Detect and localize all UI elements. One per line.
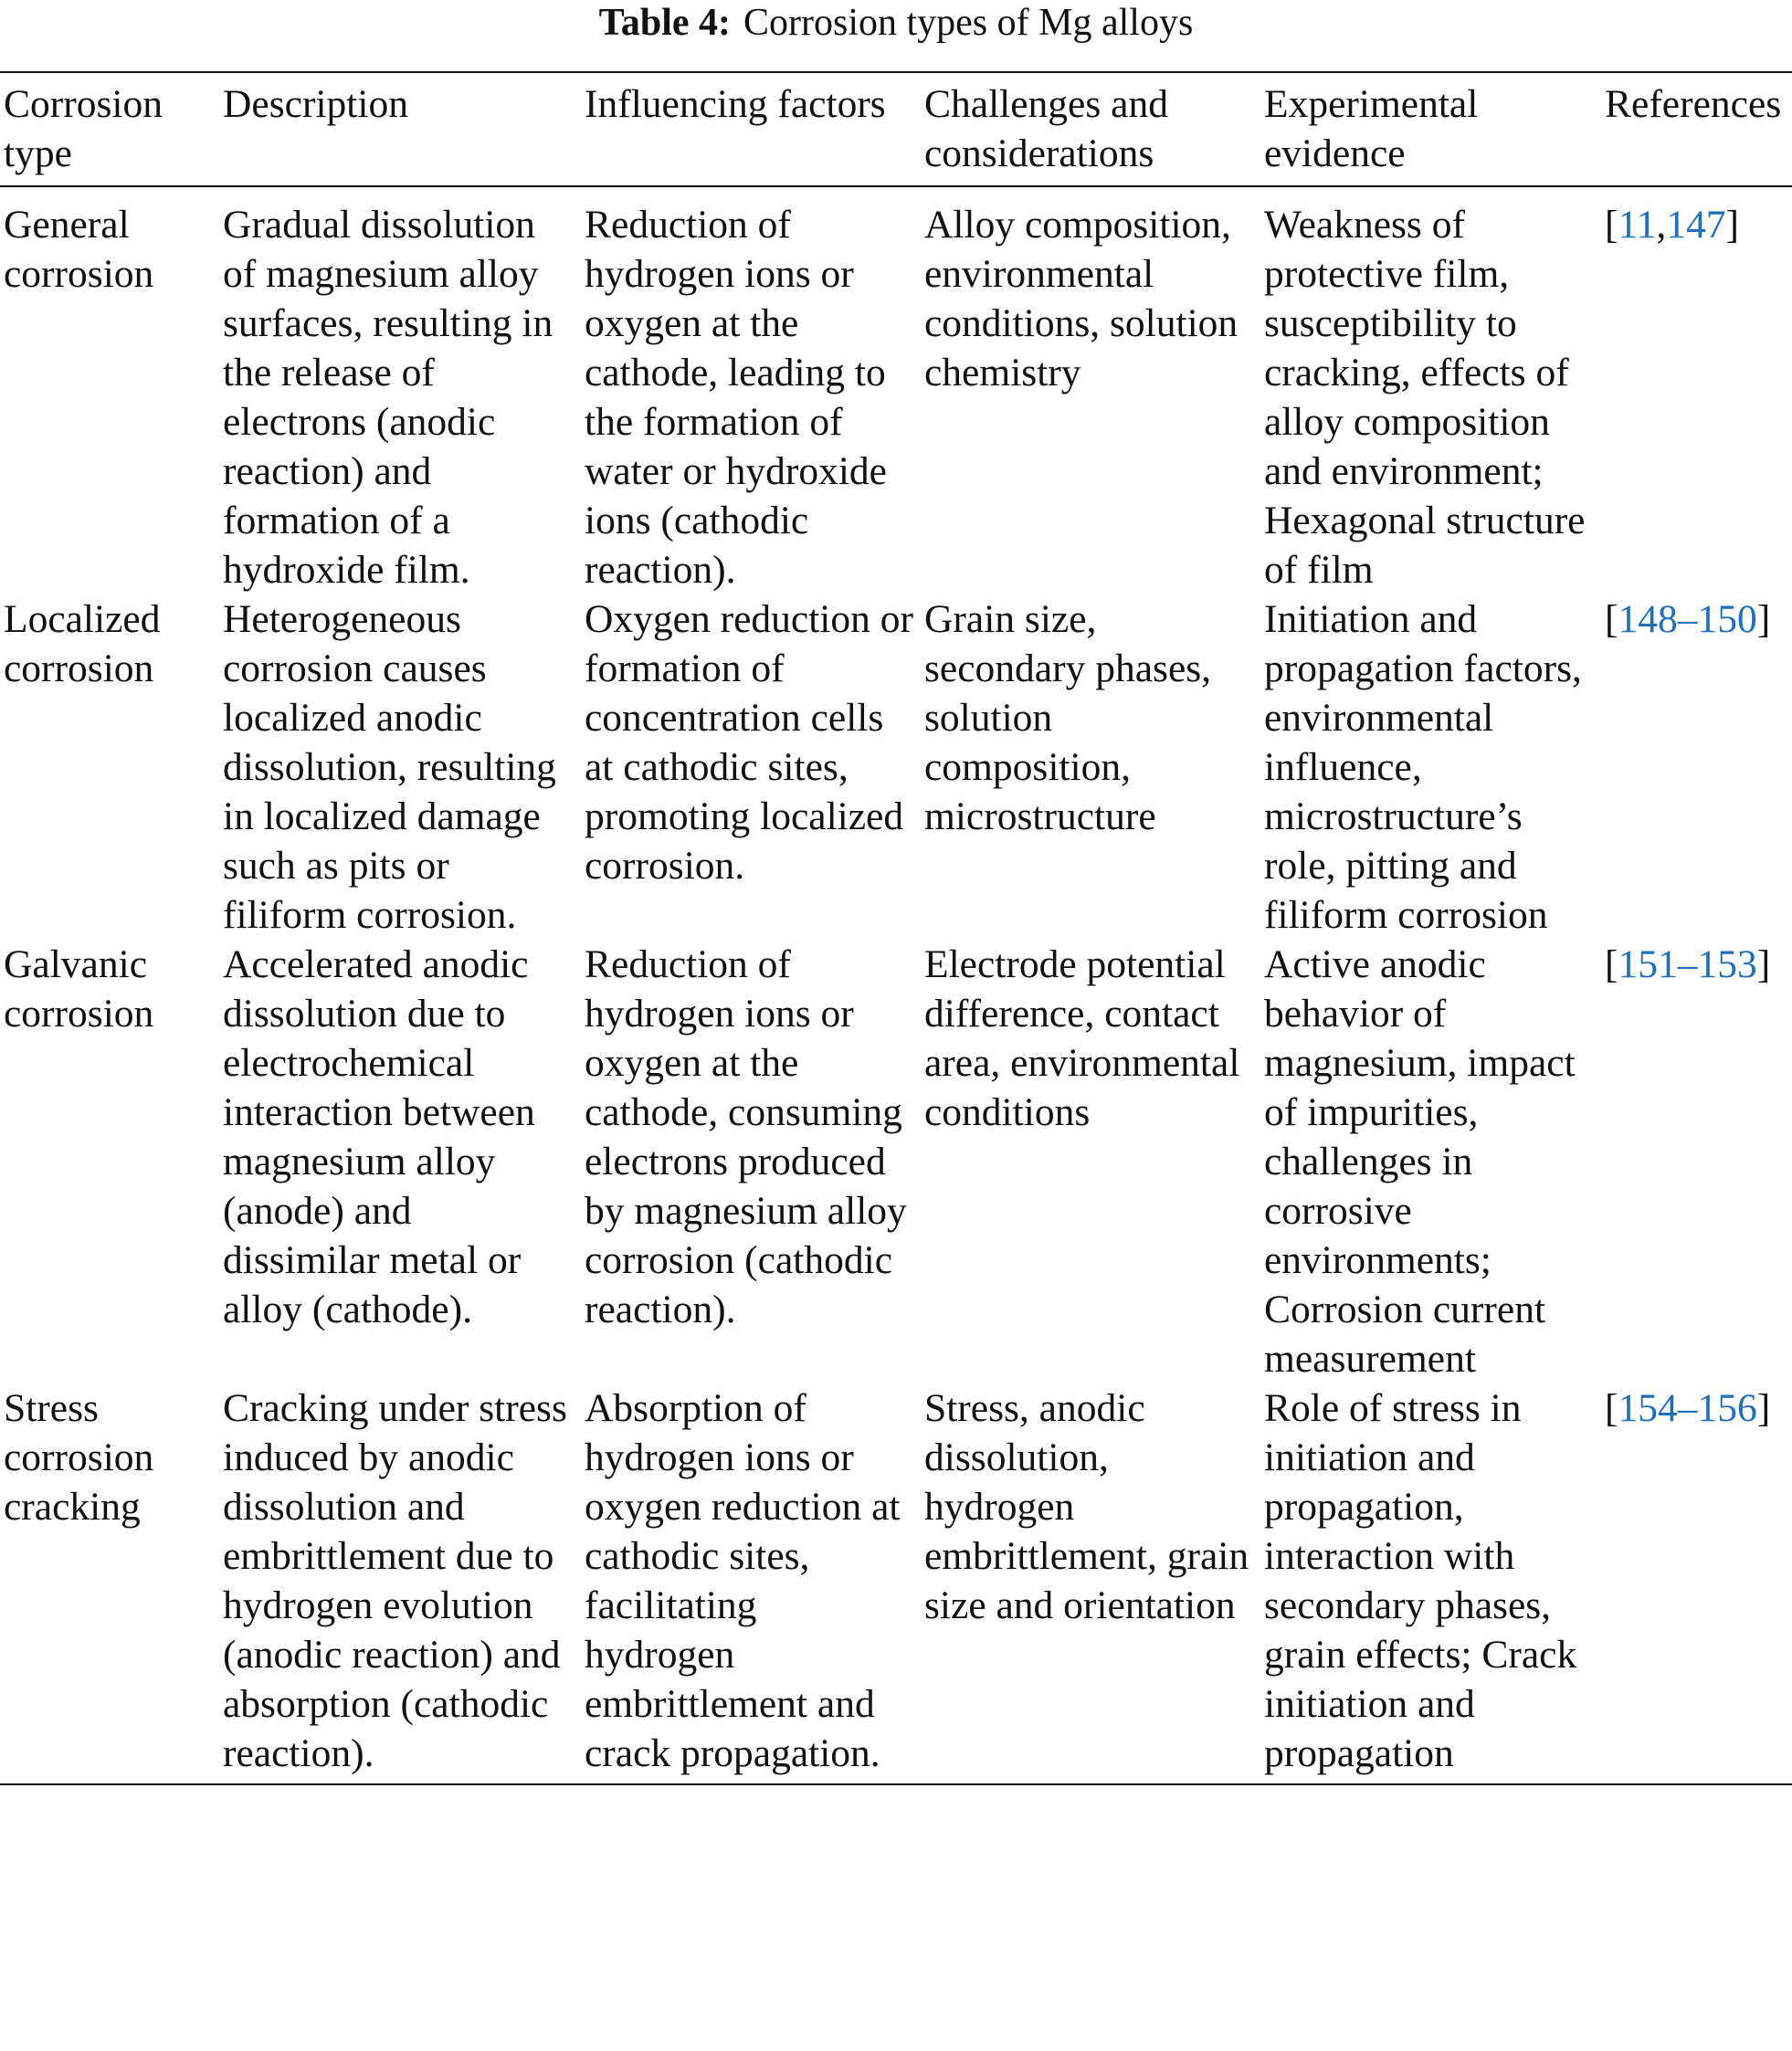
- header-corrosion-type: Corrosion type: [4, 82, 163, 175]
- cell-influencing-factors: Reduction of hydrogen ions or oxygen at the cathode, leading to the formation of water or hydroxide ions (cathodic reaction).: [585, 203, 887, 592]
- cell-description: Cracking under stress induced by anodic dissolution and embrittlement due to hydrogen evolution (anodic reaction) and absorption (cathodic reaction).: [223, 1386, 567, 1775]
- cell-challenges: Alloy composition, environmental conditions, solution chemistry: [924, 203, 1239, 394]
- reference-link[interactable]: 147: [1666, 203, 1726, 247]
- reference-link[interactable]: 11: [1618, 203, 1657, 247]
- cell-references: [1601, 594, 1792, 940]
- ref-bracket-close: ]: [1725, 203, 1740, 247]
- cell-corrosion-type: Localized corrosion: [4, 597, 161, 690]
- cell-experimental-evidence: Weakness of protective film, susceptibility to cracking, effects of alloy composition and environment; Hexagonal structure of film: [1264, 203, 1586, 592]
- reference-link[interactable]: 154–156: [1618, 1386, 1757, 1430]
- corrosion-types-table: [0, 71, 1792, 1785]
- cell-influencing-factors: Oxygen reduction or formation of concentration cells at cathodic sites, promoting localized corrosion.: [585, 597, 913, 888]
- cell-corrosion-type: Galvanic corrosion: [4, 942, 154, 1036]
- cell-challenges: Stress, anodic dissolution, hydrogen embrittlement, grain size and orientation: [924, 1386, 1249, 1627]
- cell-corrosion-type: Stress corrosion cracking: [4, 1386, 154, 1529]
- cell-description: Accelerated anodic dissolution due to electrochemical interaction between magnesium alloy (anode) and dissimilar metal or alloy (cathode).: [223, 942, 535, 1331]
- table-row: [0, 940, 1792, 1383]
- ref-bracket-open: [: [1605, 942, 1618, 986]
- table-row: [0, 594, 1792, 940]
- cell-references: [1601, 1383, 1792, 1784]
- header-challenges: Challenges and considerations: [924, 82, 1168, 175]
- cell-experimental-evidence: Initiation and propagation factors, environmental influence, microstructure’s role, pitting and filiform corrosion: [1264, 597, 1582, 937]
- table-row: [0, 186, 1792, 594]
- table-caption-text: Corrosion types of Mg alloys: [743, 2, 1194, 44]
- cell-experimental-evidence: Active anodic behavior of magnesium, impact of impurities, challenges in corrosive environments; Corrosion current measurement: [1264, 942, 1576, 1381]
- cell-challenges: Grain size, secondary phases, solution composition, microstructure: [924, 597, 1212, 838]
- ref-bracket-open: [: [1605, 597, 1618, 641]
- cell-references: [1601, 186, 1792, 594]
- header-references: References: [1605, 82, 1782, 126]
- ref-bracket-open: [: [1605, 1386, 1618, 1430]
- cell-description: Heterogeneous corrosion causes localized anodic dissolution, resulting in localized damage such as pits or filiform corrosion.: [223, 597, 556, 937]
- cell-influencing-factors: Absorption of hydrogen ions or oxygen reduction at cathodic sites, facilitating hydrogen embrittlement and crack propagation.: [585, 1386, 901, 1775]
- header-influencing-factors: Influencing factors: [585, 82, 886, 126]
- ref-bracket-open: [: [1605, 203, 1618, 247]
- ref-bracket-close: ]: [1756, 597, 1771, 641]
- header-experimental-evidence: Experimental evidence: [1264, 82, 1479, 175]
- ref-bracket-close: ]: [1756, 1386, 1771, 1430]
- cell-experimental-evidence: Role of stress in initiation and propagation, interaction with secondary phases, grain effects; Crack initiation and propagation: [1264, 1386, 1577, 1775]
- table-row: [0, 1383, 1792, 1784]
- ref-bracket-close: ]: [1756, 942, 1771, 986]
- table-caption-label: Table 4:: [598, 2, 731, 44]
- cell-challenges: Electrode potential difference, contact area, environmental conditions: [924, 942, 1240, 1134]
- cell-influencing-factors: Reduction of hydrogen ions or oxygen at the cathode, consuming electrons produced by magnesium alloy corrosion (cathodic reaction).: [585, 942, 907, 1331]
- reference-link[interactable]: 148–150: [1618, 597, 1757, 641]
- cell-references: [1601, 940, 1792, 1383]
- table-caption: [0, 2, 1792, 44]
- reference-link[interactable]: 151–153: [1618, 942, 1757, 986]
- table-header-row: [0, 72, 1792, 186]
- header-description: Description: [223, 82, 408, 126]
- ref-separator: ,: [1656, 203, 1667, 247]
- cell-corrosion-type: General corrosion: [4, 203, 154, 296]
- cell-description: Gradual dissolution of magnesium alloy surfaces, resulting in the release of electrons (anodic reaction) and formation of a hydroxide film.: [223, 203, 553, 592]
